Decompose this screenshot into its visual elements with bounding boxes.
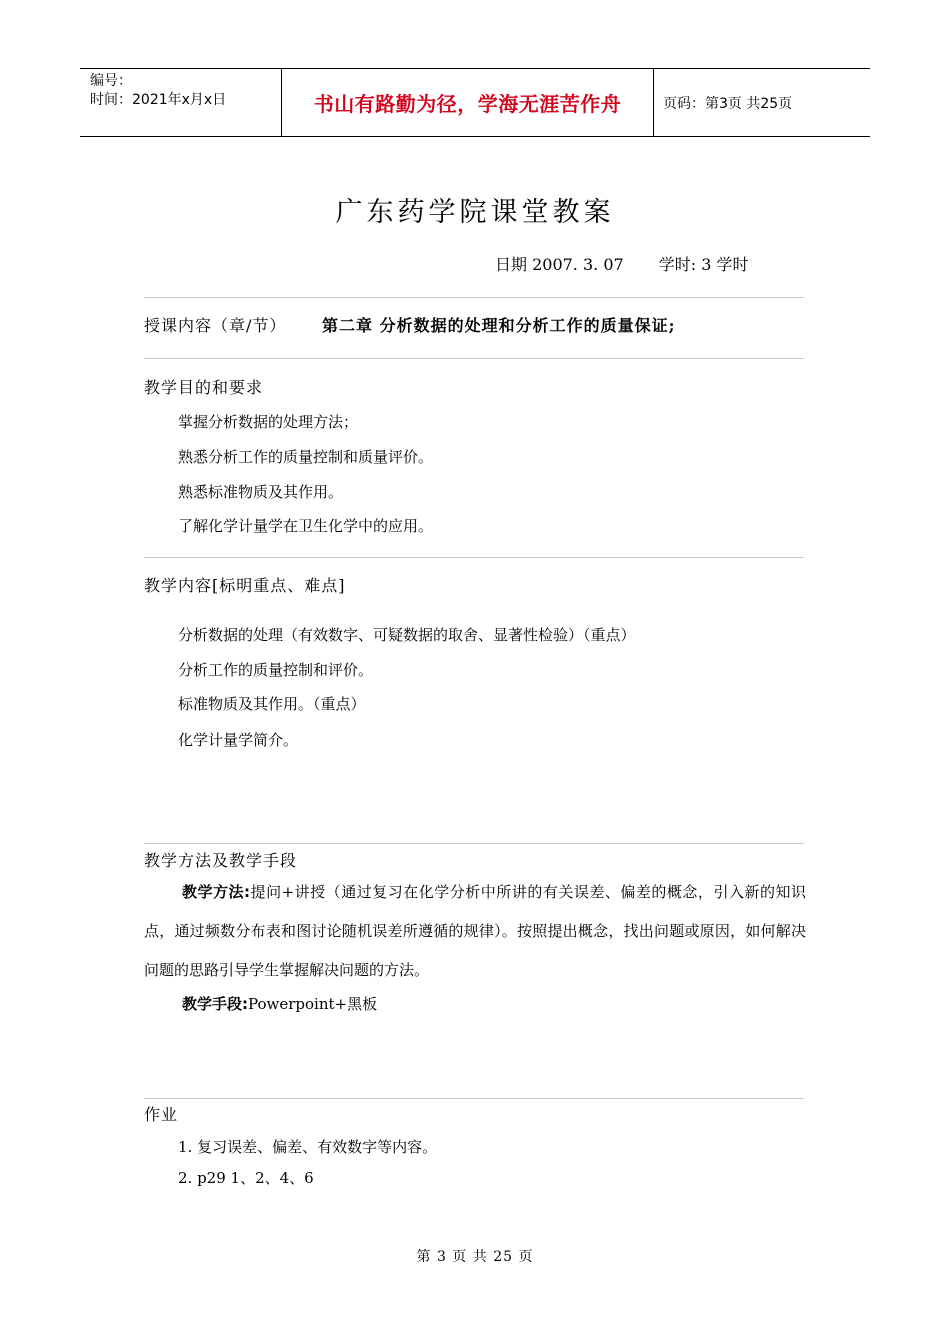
homework-item: 1. 复习误差、偏差、有效数字等内容。 xyxy=(178,1138,438,1156)
methods-paragraph xyxy=(144,873,806,990)
header-left-cell xyxy=(80,69,281,136)
means-line xyxy=(182,993,377,1014)
lesson-hours: 学时: 3 学时 xyxy=(658,255,749,274)
document-number-label: 编号： xyxy=(90,73,132,89)
divider xyxy=(144,843,804,844)
lesson-date: 日期 2007. 3. 07 xyxy=(495,255,624,274)
divider xyxy=(144,358,804,359)
goal-item: 熟悉标准物质及其作用。 xyxy=(178,483,344,501)
divider xyxy=(144,557,804,558)
goal-item: 了解化学计量学在卫生化学中的应用。 xyxy=(178,517,434,535)
chapter-title: 第二章 分析数据的处理和分析工作的质量保证; xyxy=(322,316,676,335)
contents-section-label: 教学内容[标明重点、难点] xyxy=(144,576,346,595)
header-motto-cell xyxy=(281,69,654,136)
content-item: 分析数据的处理（有效数字、可疑数据的取舍、显著性检验）（重点） xyxy=(178,626,636,644)
goal-item: 掌握分析数据的处理方法； xyxy=(178,413,359,431)
content-item: 化学计量学简介。 xyxy=(178,731,299,749)
motto-text: 书山有路勤为径，学海无涯苦作舟 xyxy=(313,92,622,116)
content-section-label: 授课内容（章/节） xyxy=(144,316,287,335)
methods-section-label: 教学方法及教学手段 xyxy=(144,851,298,870)
date-line xyxy=(495,252,753,275)
page-footer: 第 3 页 共 25 页 xyxy=(416,1249,534,1265)
page-code: 页码：第3页 共25页 xyxy=(663,95,793,112)
means-title: 教学手段: xyxy=(182,995,248,1013)
content-item: 标准物质及其作用。（重点） xyxy=(178,695,366,713)
header-table xyxy=(80,68,870,137)
homework-section-label: 作业 xyxy=(144,1105,179,1124)
page-title: 广东药学院课堂教案 xyxy=(335,197,615,228)
goals-section-label: 教学目的和要求 xyxy=(144,378,264,397)
content-item: 分析工作的质量控制和评价。 xyxy=(178,661,374,679)
divider xyxy=(144,1098,804,1099)
methods-text: 提问+讲授（通过复习在化学分析中所讲的有关误差、偏差的概念，引入新的知识点，通过频数分布表和图讨论随机误差所遵循的规律）。按照提出概念，找出问题或原因，如何解决问题的思路引导学生掌握解决问题的方法。 xyxy=(144,883,806,979)
homework-item: 2. p29 1、2、4、6 xyxy=(178,1169,314,1187)
methods-title: 教学方法: xyxy=(182,883,251,901)
goal-item: 熟悉分析工作的质量控制和质量评价。 xyxy=(178,448,434,466)
divider xyxy=(144,297,804,298)
means-text: Powerpoint+黑板 xyxy=(248,995,378,1013)
time-label: 时间：2021年x月x日 xyxy=(90,92,227,108)
header-page-cell xyxy=(654,69,870,136)
